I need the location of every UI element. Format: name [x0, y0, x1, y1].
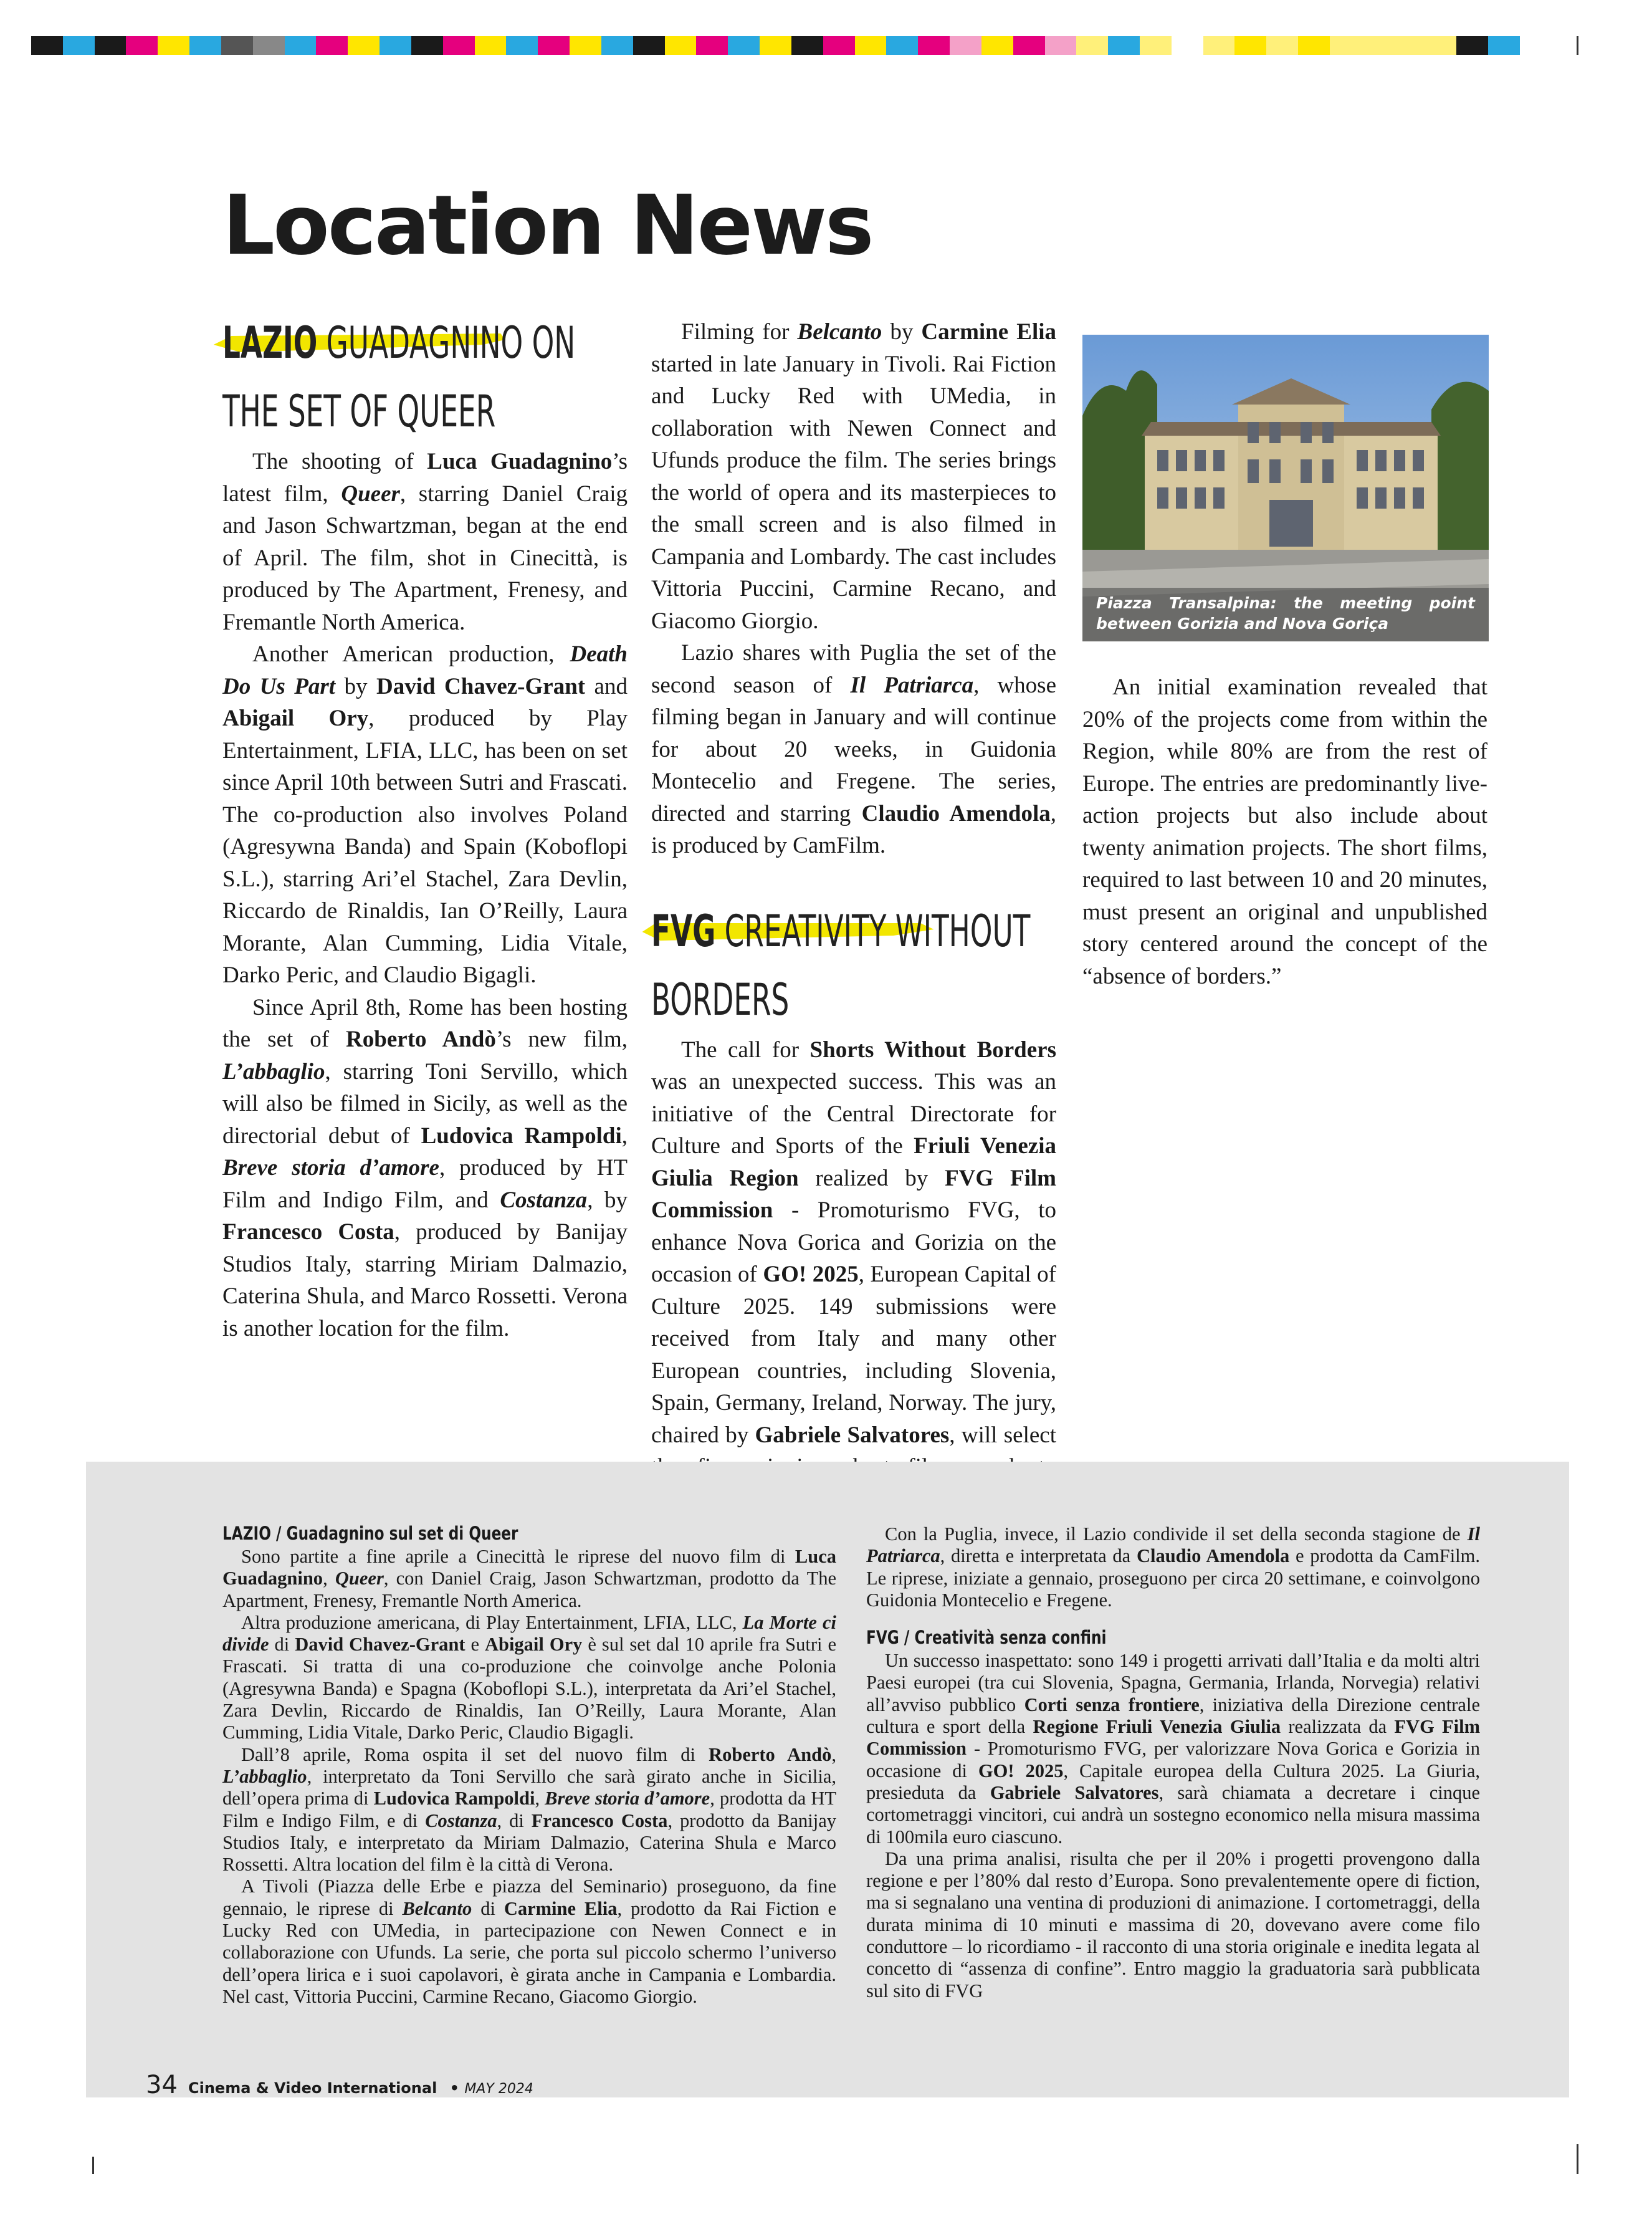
color-swatch — [221, 36, 253, 55]
italian-heading: FVG / Creatività senza confini — [866, 1627, 1107, 1649]
color-swatch — [95, 36, 127, 55]
crop-mark — [92, 2157, 94, 2174]
color-swatch — [348, 36, 380, 55]
color-swatch — [31, 36, 63, 55]
color-swatch — [950, 36, 981, 55]
italian-column-1 — [222, 1521, 836, 2008]
italian-paragraph: Altra produzione americana, di Play Entertainment, LFIA, LLC, La Morte ci divide di David Chavez-Grant e Abigail Ory è sul set dal 10 aprile fra Sutri e Frascati. Si tratta di una co-produzione che coinvolge anche Polonia (Agresywna Banda) e Spagna (Koboflopi S.L.), interpretata da Ari’el Stachel, Zara Devlin, Riccardo de Rinaldis, Ian O’Reilly, Laura Morante, Alan Cumming, Lidia Vitale, Darko Peric, Claudio Bigagli. — [222, 1611, 836, 1743]
color-swatch — [1203, 36, 1235, 55]
color-swatch — [1425, 36, 1456, 55]
article-column-2 — [651, 316, 1056, 1515]
color-swatch — [506, 36, 538, 55]
magazine-name: Cinema & Video International — [188, 2079, 437, 2097]
italian-heading: LAZIO / Guadagnino sul set di Queer — [222, 1523, 518, 1544]
color-swatch — [1520, 36, 1552, 55]
italian-paragraph: Da una prima analisi, risulta che per il 20% i progetti provengono dalla regione e per l’80% dal resto d’Europa. Sono prevalentemente opere di fiction, ma si segnalano una ventina di produzioni di animazione. I cortometraggi, della durata minima di 10 minuti e massima di 20, dovevano avere come filo conduttore – lo ricordiamo - il racconto di una storia originale e inedita legata al concetto di “assenza di confine”. Entro maggio la graduatoria sarà pubblicata sul sito di FVG — [866, 1848, 1480, 2001]
fvg-paragraph: The call for Shorts Without Borders was an unexpected success. This was an initiative of the Central Directorate for Culture and Sports of the Friuli Venezia Giulia Region realized by FVG Film Commission - Promoturismo FVG, to enhance Nova Gorica and Gorizia on the occasion of GO! 2025, European Capital of Culture 2025. 149 submissions were received from Italy and many other European countries, including Slovenia, Spain, Germany, Ireland, Norway. The jury, chaired by Gabriele Salvatores, will select — [651, 1037, 1056, 1448]
color-swatch — [823, 36, 855, 55]
color-swatch — [1234, 36, 1266, 55]
page-title: Location News — [222, 178, 872, 274]
color-swatch — [1330, 36, 1362, 55]
color-swatch — [411, 36, 443, 55]
italian-paragraph: Dall’8 aprile, Roma ospita il set del nuovo film di Roberto Andò, L’abbaglio, interpretato da Toni Servillo che sarà girato anche in Sicilia, dell’opera prima di Ludovica Rampoldi, Breve storia d’amore, prodotta da HT Film e Indigo Film, e di Costanza, di Francesco Costa, prodotto da Banijay Studios Italy, e interpretato da Miriam Dalmazio, Caterina Shula e Marco Rossetti. Altra location del film è la città di Verona. — [222, 1743, 837, 1876]
color-swatch — [760, 36, 791, 55]
color-swatch — [475, 36, 507, 55]
color-swatch — [189, 36, 221, 55]
color-swatch — [63, 36, 95, 55]
italian-column-2 — [866, 1523, 1480, 2002]
color-swatch — [696, 36, 728, 55]
color-swatch — [158, 36, 189, 55]
color-swatch — [1393, 36, 1425, 55]
color-swatch — [285, 36, 317, 55]
italian-paragraph: A Tivoli (Piazza delle Erbe e piazza del Seminario) proseguono, da fine gennaio, le riprese di Belcanto di Carmine Elia, prodotto da Rai Fiction e Lucky Red con UMedia, in partecipazione con Newen Connect e in collaborazione con Ufunds. La serie, che porta sul piccolo schermo l’universo dell’opera lirica e i suoi capolavori, è girata anche in Campania e Lombardia. Nel cast, Vittoria Puccini, Carmine Recano, Giacomo Giorgio. — [222, 1876, 836, 2007]
color-swatch — [728, 36, 760, 55]
page-number: 34 — [146, 2071, 178, 2099]
color-swatch — [1456, 36, 1488, 55]
color-swatch — [601, 36, 633, 55]
color-swatch — [253, 36, 285, 55]
photo-piazza-transalpina — [1082, 335, 1489, 641]
color-swatch — [1045, 36, 1077, 55]
color-swatch — [1362, 36, 1393, 55]
color-swatch — [886, 36, 918, 55]
color-swatch — [1298, 36, 1330, 55]
color-swatch — [665, 36, 697, 55]
color-swatch — [443, 36, 475, 55]
photo-caption: Piazza Transalpina: the meeting point between Gorizia and Nova Goriça — [1082, 588, 1489, 641]
article-column-3 — [1082, 316, 1487, 992]
lazio-paragraph: Since April 8th, Rome has been hosting the set of Roberto Andò’s new film, L’abbaglio, starring Toni Servillo, which will also be filmed in Sicily, as well as the directorial debut of Ludovica Rampoldi, Breve storia d’amore, produced by HT Film and Indigo Film, and Costanza, by Francesco Costa, produced by Banijay Studios Italy, starring Miriam Dalmazio, Caterina Shula, and Marco Rossetti. Verona is another location for the film. — [222, 994, 628, 1341]
color-swatch — [1266, 36, 1298, 55]
color-swatch — [538, 36, 570, 55]
lazio-paragraph: Another American production, Death Do Us Part by David Chavez-Grant and Abigail Ory, produced by Play Entertainment, LFIA, LLC, has been on set since April 10th between Sutri and Frascati. The co-production also involves Poland (Agresywna Banda) and Spain (Koboflopi S.L.), starring Ari’el Stachel, Zara Devlin, Riccardo de Rinaldis, Ian O’Reilly, Laura Morante, Alan Cumming, Lidia Vitale, Darko Peric, and Claudio Bigagli. — [222, 641, 628, 988]
lazio-paragraph: The shooting of Luca Guadagnino’s latest film, Queer, starring Daniel Craig and Jason Schwartzman, began at the end of April. The film, shot in Cinecittà, is produced by The Apartment, Frenesy, and Fremantle North America. — [222, 449, 628, 635]
color-swatch — [1013, 36, 1045, 55]
italian-paragraph: Un successo inaspettato: sono 149 i progetti arrivati dall’Italia e da molti altri Paesi europei (tra cui Slovenia, Spagna, Germania, Irlanda, Norvegia) relativi all’avviso pubblico Corti senza frontiere, iniziativa della Direzione centrale cultura e sport della Regione Friuli Venezia Giulia realizzata da FVG Film Commission - Promoturismo FVG, per valorizzare Nova Gorica e Gorizia in occasione di GO! 2025, Capitale europea della Cultura 2025. La Giuria, presieduta da Gabriele Salvatores, sarà chiamata a decretare i cinque cortometraggi vincitori, cui andrà un sostegno economico nella misura massima di 100mila euro ciascuno. — [866, 1650, 1481, 1848]
color-swatch — [918, 36, 950, 55]
crop-mark — [1577, 2144, 1578, 2174]
color-swatch — [981, 36, 1013, 55]
color-swatch — [1172, 36, 1203, 55]
color-swatch — [1076, 36, 1108, 55]
italian-paragraph: Sono partite a fine aprile a Cinecittà le riprese del nuovo film di Luca Guadagnino, Queer, con Daniel Craig, Jason Schwartzman, prodotto da The Apartment, Frenesy, Fremantle North America. — [222, 1546, 837, 1611]
color-registration-bar — [31, 36, 1552, 55]
crop-mark — [1577, 36, 1578, 55]
color-swatch — [1108, 36, 1140, 55]
color-swatch — [570, 36, 601, 55]
article-column-1 — [222, 309, 628, 1344]
color-swatch — [855, 36, 887, 55]
issue-date: MAY 2024 — [464, 2081, 533, 2097]
color-swatch — [126, 36, 158, 55]
color-swatch — [380, 36, 411, 55]
lazio-headline: LAZIO GUADAGNINO ON THE SET OF QUEER — [222, 309, 625, 446]
page-footer: 34 Cinema & Video International • MAY 2024 — [146, 2071, 533, 2099]
italian-paragraph: Con la Puglia, invece, il Lazio condivide il set della seconda stagione de Il Patriarca, diretta e interpretata da Claudio Amendola e prodotta da CamFilm. Le riprese, iniziate a gennaio, proseguono per circa 20 settimane, e coinvolgono Guidonia Montecelio e Fregene. — [866, 1523, 1480, 1611]
color-swatch — [633, 36, 665, 55]
color-swatch — [316, 36, 348, 55]
color-swatch — [791, 36, 823, 55]
color-swatch — [1488, 36, 1520, 55]
fvg-headline: FVG CREATIVITY WITHOUT BORDERS — [651, 897, 1054, 1034]
lazio-paragraph: Filming for Belcanto by Carmine Elia started in late January in Tivoli. Rai Fiction and Lucky Red with UMedia, in collaboration with Newen Connect and Ufunds produce the film. The series brings the world of opera and its masterpieces to the small screen and is also filmed in Campania and Lombardy. The cast includes Vittoria Puccini, Carmine Recano, and Giacomo Giorgio. — [651, 319, 1057, 634]
fvg-paragraph: An initial examination revealed that 20% of the projects come from within the Region, while 80% are from the rest of Europe. The entries are predominantly live-action projects but also include about twenty animation projects. The short films, required to last between 10 and 20 minutes, must present an original and unpublished story centered around the concept of the “absence of borders.” — [1082, 674, 1487, 989]
color-swatch — [1140, 36, 1172, 55]
lazio-paragraph: Lazio shares with Puglia the set of the second season of Il Patriarca, whose filming began in January and will continue for about 20 weeks, in Guidonia Montecelio and Fregene. The series, directed and starring Claudio Amendola, is produced by CamFilm. — [651, 640, 1057, 858]
